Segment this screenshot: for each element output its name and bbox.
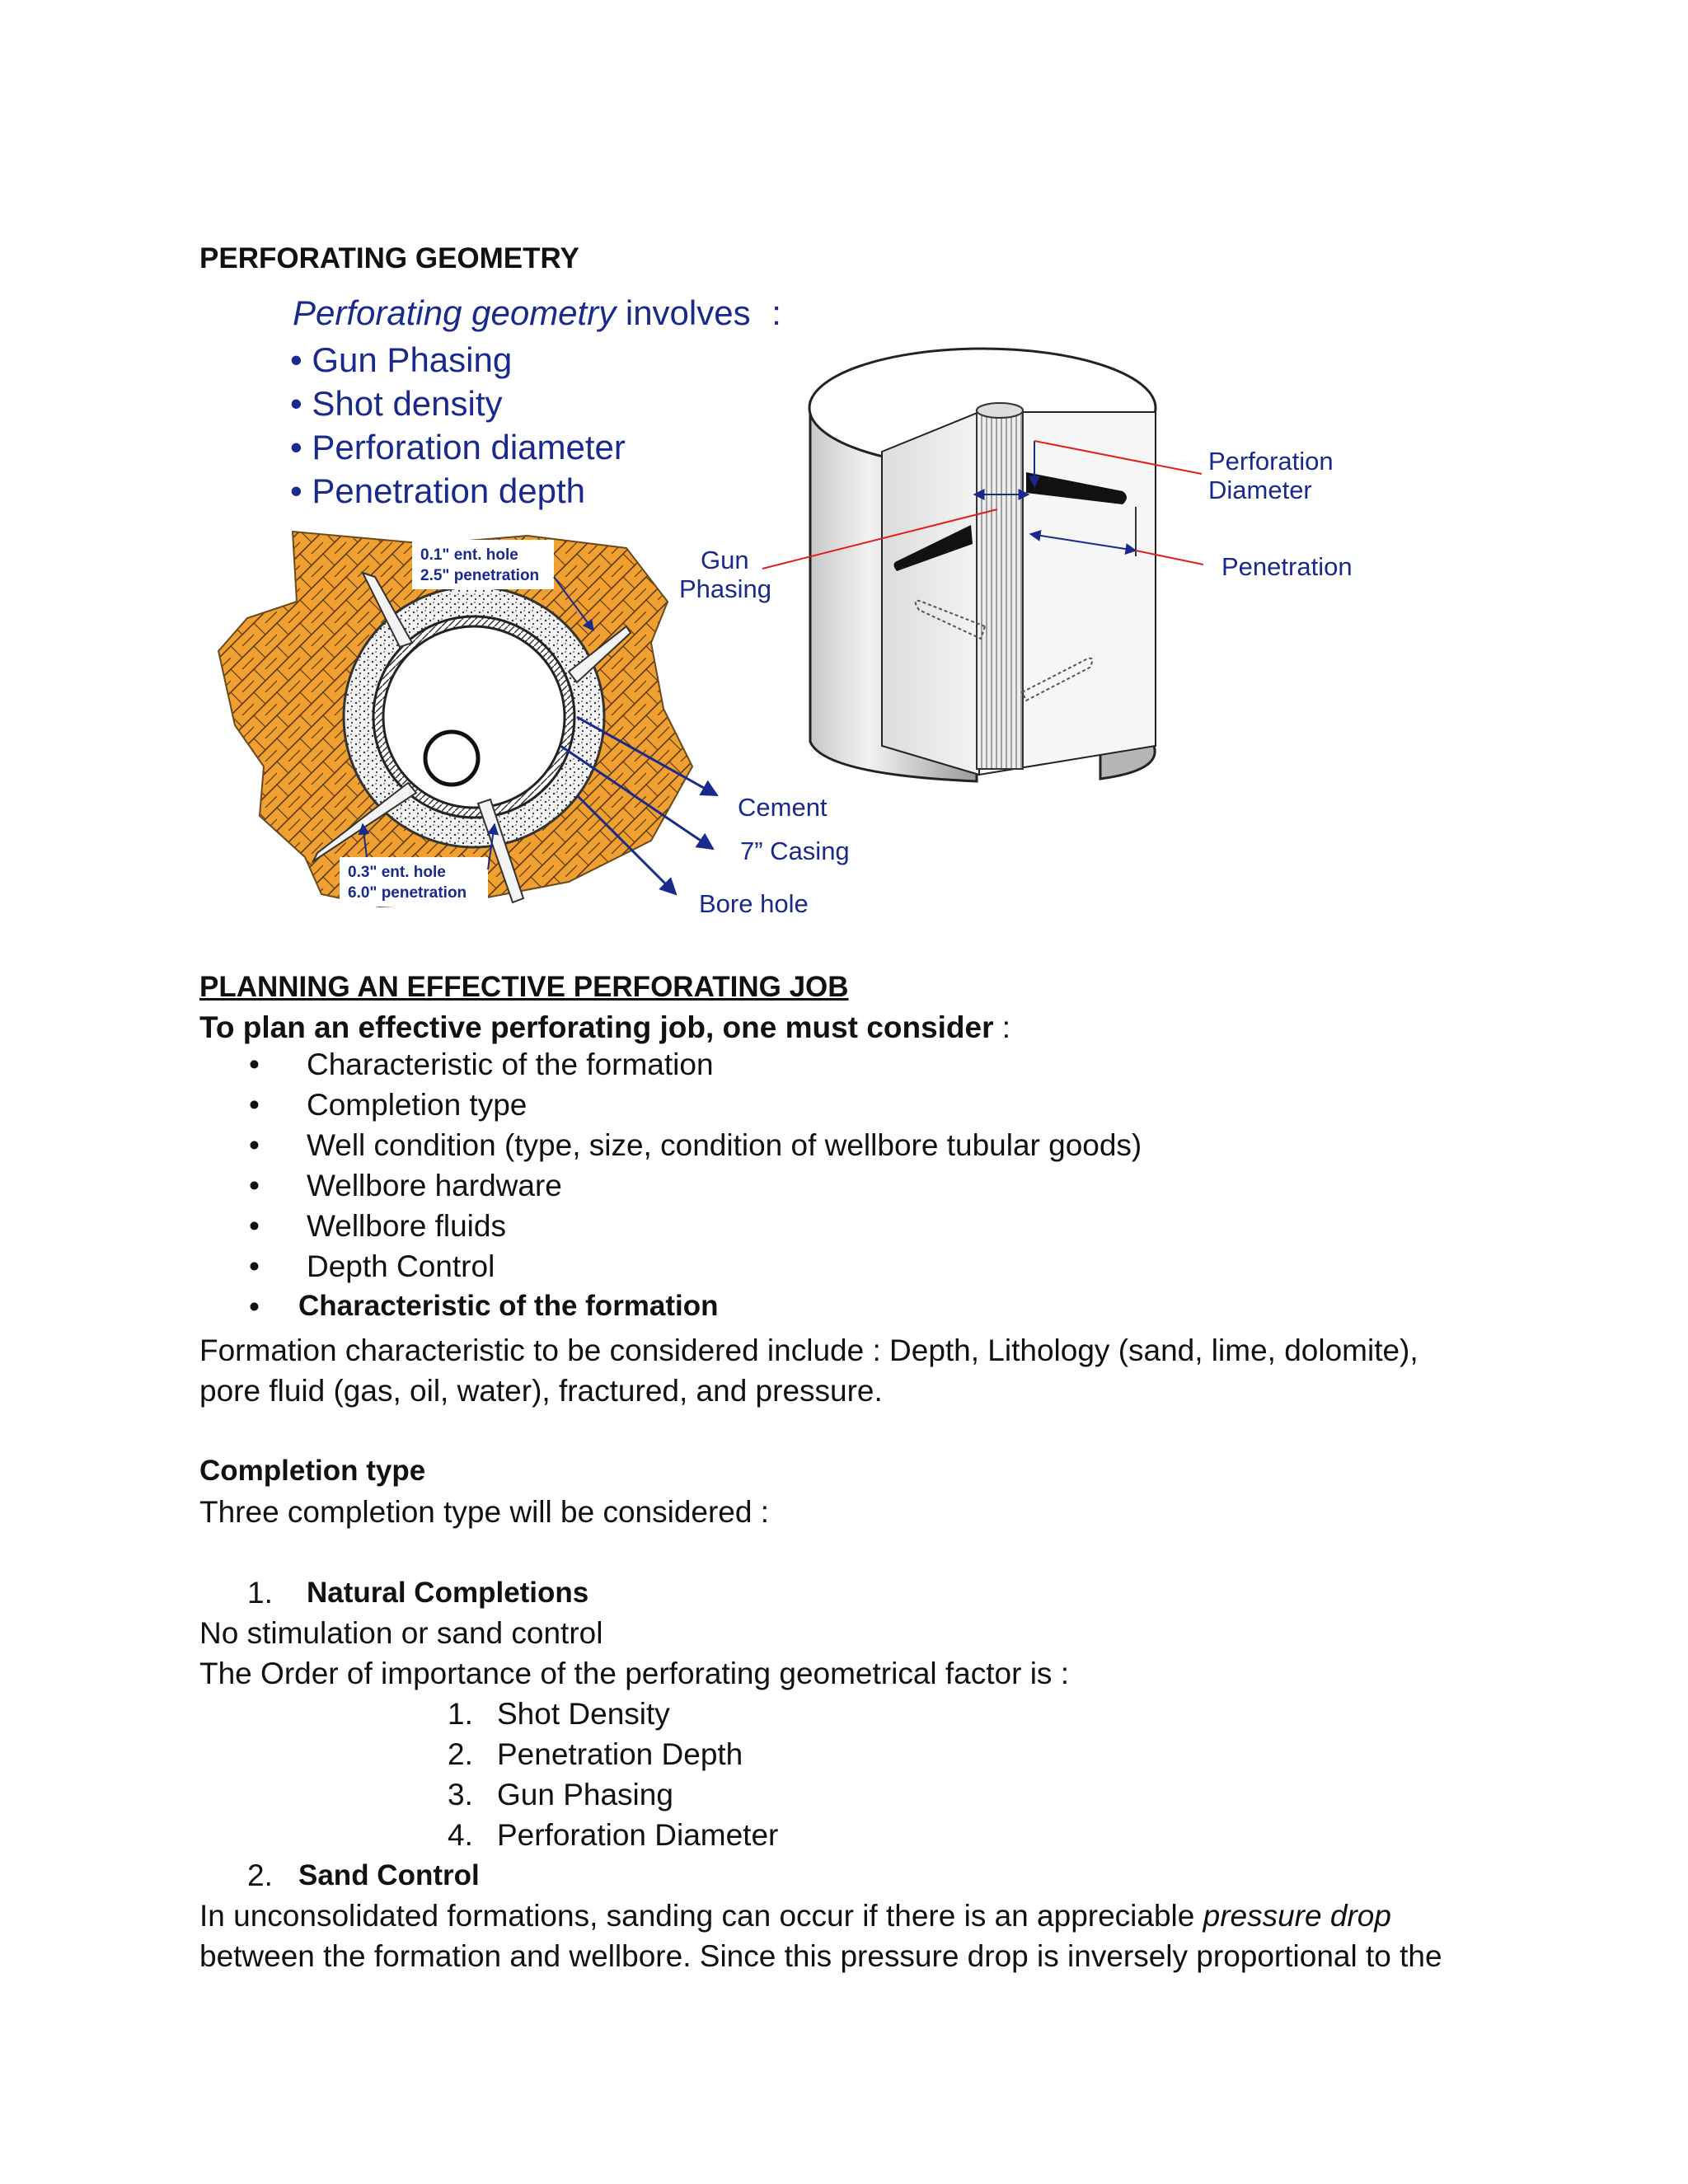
section-title-perforating-geometry: PERFORATING GEOMETRY: [199, 242, 579, 274]
borehole-label: Bore hole: [699, 889, 809, 918]
casing-tube: [977, 410, 1023, 769]
natural-line2: The Order of importance of the perforating geometrical factor is :: [199, 1657, 1069, 1690]
pressure-drop-emphasis: pressure drop: [1203, 1899, 1391, 1933]
borehole-interior: [383, 626, 565, 808]
cut-face-left: [882, 412, 979, 775]
numbered-item-2-num: 2.: [247, 1858, 273, 1892]
tag-bottom-line1: 0.3" ent. hole: [348, 864, 446, 881]
perforating-gun: [425, 732, 478, 785]
wellbore-cutaway: [762, 349, 1203, 781]
subheading-formation: Characteristic of the formation: [298, 1290, 719, 1322]
sand-control-line2: between the formation and wellbore. Since this pressure drop is inversely proportional to the: [199, 1939, 1442, 1973]
figure-intro-prefix: Perforating geometry: [293, 293, 617, 332]
order-item: 3. Gun Phasing: [448, 1778, 673, 1811]
section-title-planning: PLANNING AN EFFECTIVE PERFORATING JOB: [199, 971, 849, 1003]
tag-top-line2: 2.5" penetration: [420, 567, 540, 584]
formation-paragraph-line2: pore fluid (gas, oil, water), fractured, and pressure.: [199, 1374, 883, 1408]
formation-paragraph-line1: Formation characteristic to be considered include : Depth, Lithology (sand, lime, dolomite),: [199, 1333, 1418, 1367]
sand-control-line1: In unconsolidated formations, sanding can occur if there is an appreciable pressure drop: [199, 1899, 1391, 1933]
order-item: 1. Shot Density: [448, 1697, 670, 1731]
order-item: 4. Perforation Diameter: [448, 1818, 779, 1852]
order-item: 2. Penetration Depth: [448, 1737, 743, 1771]
figure-bullet: • Shot density: [290, 384, 503, 423]
figure-bullet: • Perforation diameter: [290, 428, 626, 466]
figure-bullet: • Gun Phasing: [290, 340, 513, 379]
gun-phasing-label-line1: Gun: [701, 546, 749, 574]
cement-label: Cement: [738, 793, 828, 822]
numbered-item-2: [247, 1855, 480, 1896]
formation-cross-section: [218, 532, 717, 907]
casing-label: 7” Casing: [740, 837, 850, 865]
perf-diameter-label-line2: Diameter: [1208, 476, 1312, 504]
numbered-item-1-num: 1.: [247, 1576, 273, 1610]
figure-bullet: • Penetration depth: [290, 471, 585, 510]
penetration-label: Penetration: [1221, 552, 1353, 581]
planning-lead: [199, 1007, 1010, 1047]
tag-top-line1: 0.1" ent. hole: [420, 546, 518, 564]
figure-intro-colon: :: [771, 293, 781, 332]
numbered-item-1: [247, 1572, 589, 1613]
completion-intro: Three completion type will be considered :: [199, 1495, 770, 1529]
tag-bottom-line2: 6.0" penetration: [348, 884, 467, 902]
figure-intro-suffix: involves: [616, 293, 751, 332]
planning-lead-bold: To plan an effective perforating job, one must consider: [199, 1010, 994, 1044]
perforating-geometry-figure: [0, 0, 1688, 940]
gun-phasing-label-line2: Phasing: [679, 574, 772, 603]
numbered-item-1-title: Natural Completions: [307, 1577, 589, 1609]
planning-lead-colon: :: [993, 1010, 1011, 1044]
numbered-item-2-title: Sand Control: [298, 1859, 480, 1891]
natural-line1: No stimulation or sand control: [199, 1616, 603, 1650]
perf-diameter-label-line1: Perforation: [1208, 447, 1334, 476]
section-title-completion-type: Completion type: [199, 1455, 426, 1487]
